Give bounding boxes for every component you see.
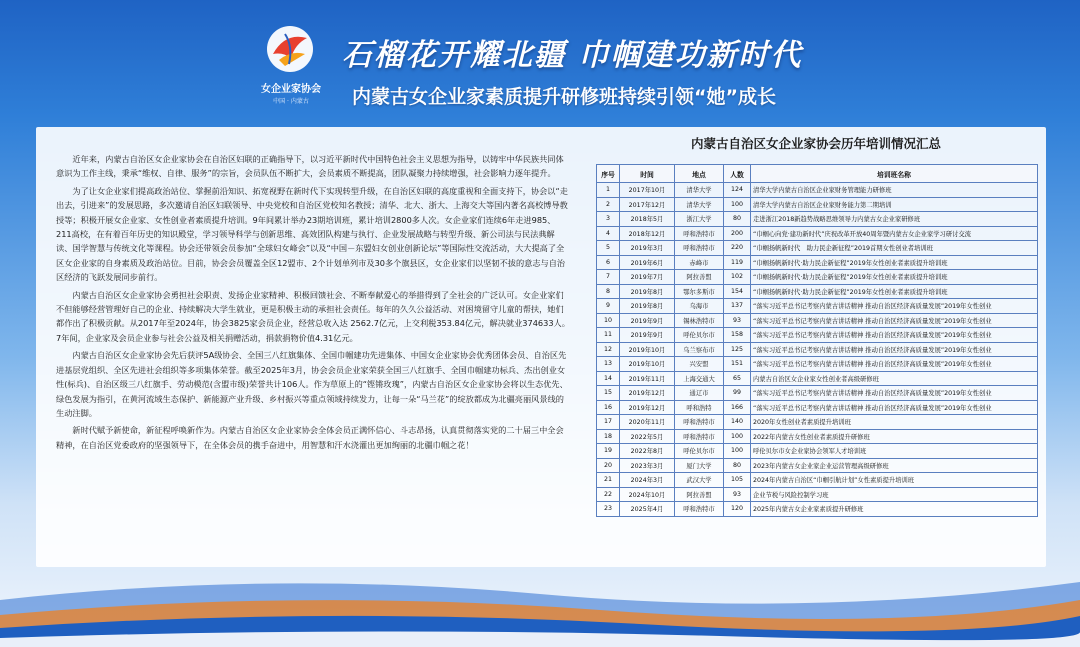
intro-text	[56, 152, 571, 455]
table-row	[597, 444, 1038, 459]
cell-count: 120	[724, 502, 751, 517]
intro-paragraph-1: 近年来，内蒙古自治区女企业家协会在自治区妇联的正确指导下，以习近平新时代中国特色社会主义思想为指导，以铸牢中华民族共同体意识为工作主线，秉承“维权、自律、服务”的宗旨，会员队伍不断扩大，会员素质不断提高，团队凝聚力持续增强，社会影响力逐年提升。	[56, 154, 564, 179]
cell-course: “巾帼心向党·建功新时代”庆祝改革开放40周年暨内蒙古女企业家学习研讨交流	[751, 226, 1038, 241]
cell-no: 19	[597, 444, 620, 459]
table-row	[597, 284, 1038, 299]
cell-no: 22	[597, 487, 620, 502]
cell-time: 2024年3月	[620, 473, 675, 488]
cell-course: 内蒙古自治区女企业家女性创业者高级研修班	[751, 371, 1038, 386]
cell-count: 80	[724, 212, 751, 227]
cell-place: 鄂尔多斯市	[675, 284, 724, 299]
cell-place: 呼和浩特	[675, 400, 724, 415]
table-row	[597, 212, 1038, 227]
table-body	[597, 183, 1038, 517]
cell-time: 2019年8月	[620, 299, 675, 314]
cell-course: “巾帼扬帆新时代·助力民企新征程”2019年女性创业者素质提升培训班	[751, 255, 1038, 270]
cell-no: 6	[597, 255, 620, 270]
cell-count: 65	[724, 371, 751, 386]
cell-no: 10	[597, 313, 620, 328]
cell-count: 100	[724, 444, 751, 459]
table-row	[597, 487, 1038, 502]
cell-place: 清华大学	[675, 183, 724, 198]
table-row	[597, 226, 1038, 241]
cell-time: 2024年10月	[620, 487, 675, 502]
cell-time: 2025年4月	[620, 502, 675, 517]
cell-no: 2	[597, 197, 620, 212]
cell-place: 赤峰市	[675, 255, 724, 270]
cell-count: 100	[724, 197, 751, 212]
table-row	[597, 400, 1038, 415]
cell-count: 102	[724, 270, 751, 285]
cell-count: 124	[724, 183, 751, 198]
table-row	[597, 371, 1038, 386]
cell-time: 2019年11月	[620, 371, 675, 386]
header-time: 时间	[620, 165, 675, 183]
cell-count: 100	[724, 429, 751, 444]
training-table	[596, 164, 1038, 517]
cell-time: 2019年9月	[620, 328, 675, 343]
cell-no: 16	[597, 400, 620, 415]
cell-no: 23	[597, 502, 620, 517]
cell-no: 7	[597, 270, 620, 285]
cell-place: 兴安盟	[675, 357, 724, 372]
cell-time: 2019年10月	[620, 342, 675, 357]
cell-no: 18	[597, 429, 620, 444]
cell-no: 8	[597, 284, 620, 299]
cell-count: 140	[724, 415, 751, 430]
table-row	[597, 328, 1038, 343]
header-count: 人数	[724, 165, 751, 183]
table-title: 内蒙古自治区女企业家协会历年培训情况汇总	[690, 136, 941, 151]
cell-no: 11	[597, 328, 620, 343]
cell-count: 80	[724, 458, 751, 473]
cell-time: 2019年7月	[620, 270, 675, 285]
cell-place: 浙江大学	[675, 212, 724, 227]
cell-course: “落实习近平总书记考察内蒙古讲话精神 推动自治区经济高质量发展”2019年女性创业	[751, 400, 1038, 415]
cell-time: 2019年10月	[620, 357, 675, 372]
intro-paragraph-5: 新时代赋予新使命，新征程呼唤新作为。内蒙古自治区女企业家协会全体会员正满怀信心、斗志昂扬，认真贯彻落实党的二十届三中全会精神，在自治区党委政府的坚强领导下，在全体会员的携手奋进中，用智慧和汗水浇灌出更加绚丽的北疆巾帼之花！	[56, 425, 564, 450]
cell-no: 5	[597, 241, 620, 256]
cell-no: 12	[597, 342, 620, 357]
cell-course: “落实习近平总书记考察内蒙古讲话精神 推动自治区经济高质量发展”2019年女性创业	[751, 328, 1038, 343]
cell-course: “巾帼扬帆新时代·助力民企新征程”2019年女性创业者素质提升培训班	[751, 284, 1038, 299]
cell-course: “巾帼扬帆新时代·助力民企新征程”2019年女性创业者素质提升培训班	[751, 270, 1038, 285]
cell-course: 呼伦贝尔市女企业家协会领军人才培训班	[751, 444, 1038, 459]
table-row	[597, 241, 1038, 256]
cell-course: “落实习近平总书记考察内蒙古讲话精神 推动自治区经济高质量发展”2019年女性创业	[751, 357, 1038, 372]
cell-no: 1	[597, 183, 620, 198]
cell-time: 2017年10月	[620, 183, 675, 198]
cell-count: 166	[724, 400, 751, 415]
table-row	[597, 386, 1038, 401]
banner-header	[0, 0, 1080, 118]
intro-paragraph-2: 为了让女企业家们提高政治站位、掌握前沿知识、拓宽视野在新时代下实现转型升级，在自治区妇联的高度重视和全面支持下，协会以“走出去，引进来”的发展思路，多次邀请自治区妇联领导、中央党校和自治区党校知名教授；清华、北大、浙大、上海交大等国内著名高校博导教授等；积极开展女企业家、女性创业者素质提升培训。9年间累计举办23期培训班，累计培训2800多人次。女企业家们连续6年走进985、211高校，在有着百年历史的知识殿堂，学习领导科学与创新思维、高效团队构建与执行、企业发展战略与转型升级、新公司法与民法典解读、国学智慧与传统文化等课程。协会还带领会员参加“全球妇女峰会”以及“中国－东盟妇女创业创新论坛”等国际性交流活动，大大提高了全区女企业家的自身素质及政治站位。目前，协会会员覆盖全区12盟市、2个计划单列市及30多个旗县区，女企业家们以坚韧不拔的意志与自治区经济的飞跃发展同步前行。	[56, 185, 568, 283]
cell-course: 清华大学内蒙古自治区企业家财务管理能力研修班	[751, 183, 1038, 198]
cell-time: 2019年9月	[620, 313, 675, 328]
cell-place: 呼和浩特市	[675, 429, 724, 444]
cell-place: 呼和浩特市	[675, 502, 724, 517]
cell-place: 清华大学	[675, 197, 724, 212]
cell-count: 105	[724, 473, 751, 488]
cell-count: 158	[724, 328, 751, 343]
table-header-row	[597, 165, 1038, 183]
cell-count: 125	[724, 342, 751, 357]
cell-course: “巾帼扬帆新时代 助力民企新征程”2019首期女性创业者培训班	[751, 241, 1038, 256]
cell-count: 151	[724, 357, 751, 372]
cell-place: 呼和浩特市	[675, 226, 724, 241]
table-row	[597, 183, 1038, 198]
table-row	[597, 197, 1038, 212]
cell-no: 9	[597, 299, 620, 314]
cell-time: 2022年8月	[620, 444, 675, 459]
cell-count: 154	[724, 284, 751, 299]
cell-place: 呼和浩特市	[675, 241, 724, 256]
cell-no: 20	[597, 458, 620, 473]
table-row	[597, 415, 1038, 430]
table-row	[597, 458, 1038, 473]
cell-count: 119	[724, 255, 751, 270]
cell-course: 2020年女性创业者素质提升培训班	[751, 415, 1038, 430]
table-row	[597, 502, 1038, 517]
cell-time: 2019年12月	[620, 386, 675, 401]
content-panel	[36, 127, 1046, 567]
table-row	[597, 255, 1038, 270]
logo-name: 女企业家协会	[261, 84, 321, 95]
association-logo	[245, 18, 335, 108]
cell-place: 通辽市	[675, 386, 724, 401]
cell-no: 13	[597, 357, 620, 372]
cell-course: 企业节税与风险控制学习班	[751, 487, 1038, 502]
cell-place: 呼伦贝尔市	[675, 328, 724, 343]
cell-place: 呼和浩特市	[675, 415, 724, 430]
header-place: 地点	[675, 165, 724, 183]
cell-place: 武汉大学	[675, 473, 724, 488]
intro-paragraph-3: 内蒙古自治区女企业家协会勇担社会职责、发扬企业家精神、积极回馈社会、不断奉献爱心的举措得到了全社会的广泛认可。女企业家们不但能够经营管理好自己的企业、持续解决大学生就业，更是积极主动的承担社会责任。每年的久久公益活动、对困境留守儿童的帮扶，她们都作出了积极贡献。从2017年至2024年，协会3825家会员企业，经营总收入达 2562.7亿元，上交利税353.84亿元，解决就业374633人。7年间，企业家及会员企业参与社会公益及相关捐赠活动，捐款捐物价值4.31亿元。	[56, 289, 570, 343]
cell-time: 2023年3月	[620, 458, 675, 473]
cell-course: “落实习近平总书记考察内蒙古讲话精神 推动自治区经济高质量发展”2019年女性创业	[751, 313, 1038, 328]
cell-time: 2019年12月	[620, 400, 675, 415]
cell-time: 2022年5月	[620, 429, 675, 444]
cell-course: “落实习近平总书记考察内蒙古讲话精神 推动自治区经济高质量发展”2019年女性创业	[751, 342, 1038, 357]
cell-count: 93	[724, 313, 751, 328]
association-logo-icon	[265, 24, 315, 74]
cell-time: 2018年12月	[620, 226, 675, 241]
cell-place: 上海交通大	[675, 371, 724, 386]
cell-no: 14	[597, 371, 620, 386]
cell-time: 2018年5月	[620, 212, 675, 227]
cell-count: 220	[724, 241, 751, 256]
cell-course: “落实习近平总书记考察内蒙古讲话精神 推动自治区经济高质量发展”2019年女性创业	[751, 386, 1038, 401]
header-course: 培训班名称	[751, 165, 1038, 183]
table-row	[597, 473, 1038, 488]
cell-time: 2019年8月	[620, 284, 675, 299]
header-no: 序号	[597, 165, 620, 183]
table-row	[597, 299, 1038, 314]
cell-place: 锡林浩特市	[675, 313, 724, 328]
cell-place: 呼伦贝尔市	[675, 444, 724, 459]
cell-course: “落实习近平总书记考察内蒙古讲话精神 推动自治区经济高质量发展”2019年女性创业	[751, 299, 1038, 314]
cell-no: 15	[597, 386, 620, 401]
cell-no: 3	[597, 212, 620, 227]
page-subtitle: 内蒙古女企业家素质提升研修班持续引领“她”成长	[352, 86, 776, 108]
page-title: 石榴花开耀北疆 巾帼建功新时代	[342, 38, 803, 73]
cell-no: 21	[597, 473, 620, 488]
cell-course: 走进浙江2018新趋势战略思维领导力内蒙古女企业家研修班	[751, 212, 1038, 227]
cell-place: 厦门大学	[675, 458, 724, 473]
cell-time: 2017年12月	[620, 197, 675, 212]
table-row	[597, 270, 1038, 285]
cell-count: 99	[724, 386, 751, 401]
intro-paragraph-4: 内蒙古自治区女企业家协会先后获评5A级协会、全国三八红旗集体、全国巾帼建功先进集体、中国女企业家协会优秀团体会员、自治区先进基层党组织、全区先进社会组织等多项集体荣誉。截至2025年3月，协会会员企业家荣获全国三八红旗手、全国巾帼建功标兵、杰出创业女性(标兵)、自治区级三八红旗手、劳动模范(含盟市级)荣誉共计106人。作为草原上的“铿锵玫瑰”，内蒙古自治区女企业家协会将以生态优先、绿色发展为指引，在黄河流域生态保护、新能源产业升级、乡村振兴等重点领域持续发力，让每一朵“马兰花”的绽放都成为北疆亮丽风景线的生动注脚。	[56, 350, 568, 418]
cell-place: 阿拉善盟	[675, 270, 724, 285]
cell-course: 2024年内蒙古自治区“巾帼引航计划”女性素质提升培训班	[751, 473, 1038, 488]
table-row	[597, 429, 1038, 444]
cell-place: 乌兰察布市	[675, 342, 724, 357]
cell-time: 2019年6月	[620, 255, 675, 270]
decorative-waves	[0, 560, 1080, 647]
cell-course: 清华大学内蒙古自治区企业家财务能力第二期培训	[751, 197, 1038, 212]
cell-time: 2020年11月	[620, 415, 675, 430]
cell-course: 2023年内蒙古女企业家企业运营管理高级研修班	[751, 458, 1038, 473]
cell-course: 2025年内蒙古女企业家素质提升研修班	[751, 502, 1038, 517]
table-row	[597, 357, 1038, 372]
table-row	[597, 342, 1038, 357]
cell-count: 93	[724, 487, 751, 502]
cell-place: 乌海市	[675, 299, 724, 314]
cell-count: 200	[724, 226, 751, 241]
cell-time: 2019年3月	[620, 241, 675, 256]
cell-course: 2022年内蒙古女性创业者素质提升研修班	[751, 429, 1038, 444]
logo-subtitle: 中国 · 内蒙古	[273, 98, 309, 105]
cell-no: 17	[597, 415, 620, 430]
table-row	[597, 313, 1038, 328]
cell-no: 4	[597, 226, 620, 241]
cell-count: 137	[724, 299, 751, 314]
cell-place: 阿拉善盟	[675, 487, 724, 502]
